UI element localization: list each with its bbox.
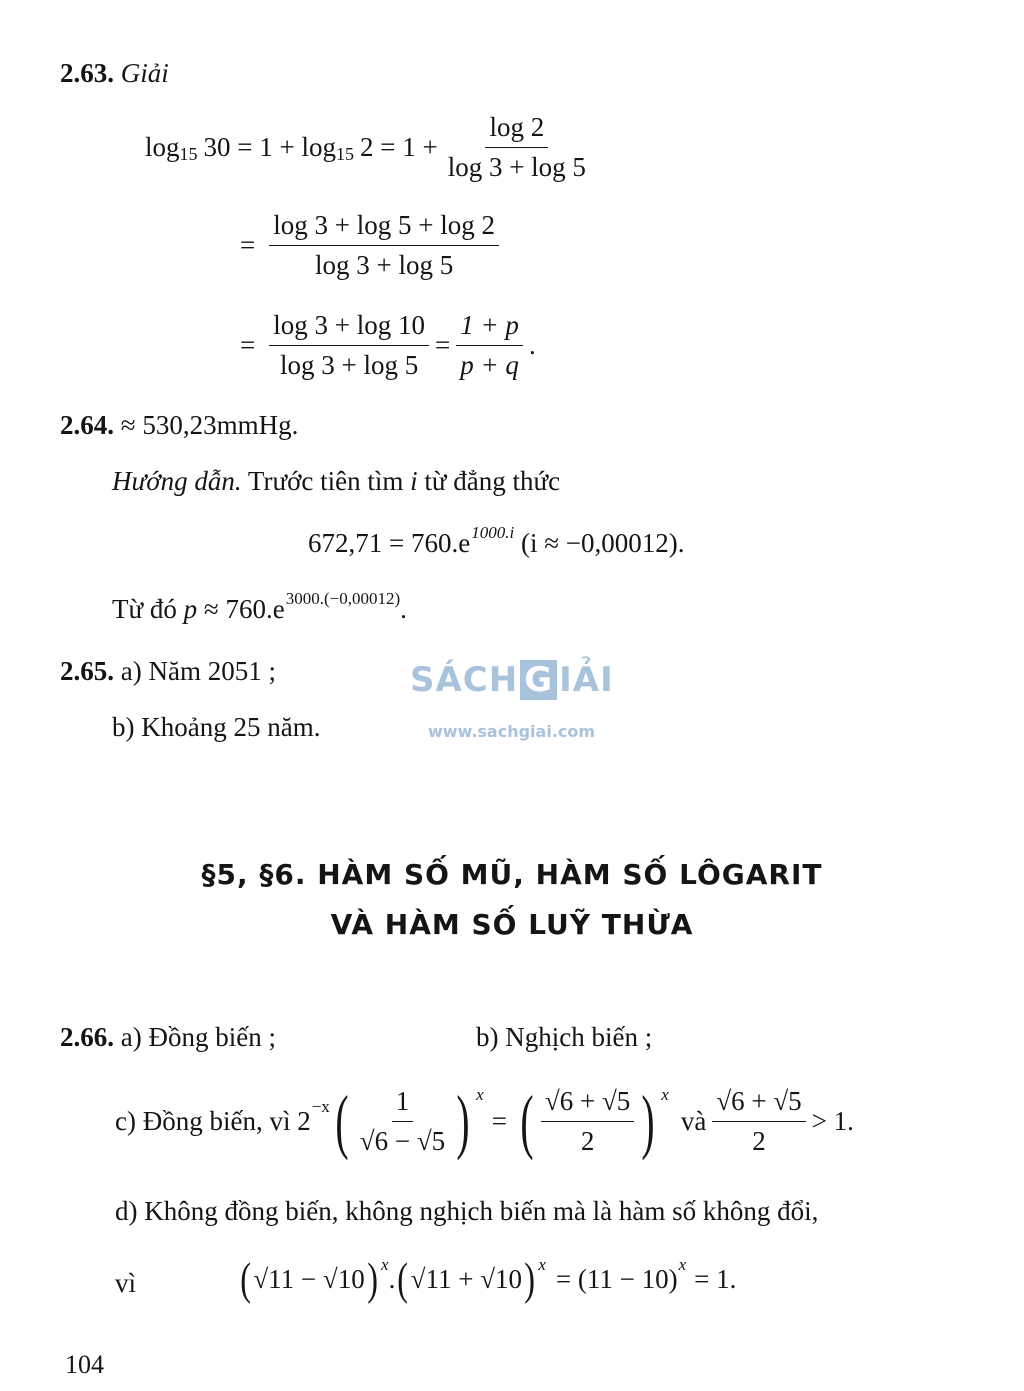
- fraction: $\frac{\log 2}{\log 3 + \log 5}$: [447, 112, 586, 182]
- fraction: $\frac{1}{√6 - √5}$: [359, 1085, 446, 1156]
- equation-line-3: = $\frac{\log 3 + \log 10}{\log 3 + \log 5}$ = $\frac{1 + p}{p + q}$ .: [240, 310, 536, 380]
- hint-title: Hướng dẫn.: [112, 466, 242, 496]
- fraction: $\frac{\log 3 + \log 10}{\log 3 + \log 5}$: [269, 310, 429, 381]
- equation-line-2: = $\frac{\log 3 + \log 5 + \log 2}{\log 3 + \log 5}$: [240, 210, 505, 281]
- problem-2-65-b: b) Khoảng 25 năm.: [112, 712, 321, 742]
- problem-label: 2.64.: [60, 410, 114, 440]
- hint-line: Hướng dẫn. Trước tiên tìm i từ đẳng thức: [112, 466, 561, 496]
- fraction: $\frac{1 + p}{p + q}$: [456, 310, 523, 381]
- solution-title: Giải: [120, 58, 169, 88]
- problem-2-63-header: [60, 58, 169, 89]
- answer-text: ≈ 530,23mmHg.: [120, 410, 299, 440]
- watermark-logo: SÁCH G IẢI: [410, 660, 614, 700]
- equation-exponential: $672,71 = 760.e^{1000.i}$ (i ≈ −0,00012).: [308, 523, 685, 558]
- equation-line-1: log 15 30 = 1 + log 15 2 = 1 + $\frac{\log 2}{\log 3 + \log 5}$: [145, 112, 596, 183]
- fraction: $\frac{√6 + √5}{2}$: [541, 1086, 634, 1157]
- problem-label: 2.66.: [60, 1022, 114, 1052]
- problem-2-66-b: b) Nghịch biến ;: [476, 1022, 653, 1052]
- page-number: 104: [65, 1350, 104, 1379]
- fraction: $\frac{√6 + √5}{2}$: [712, 1086, 805, 1157]
- section-heading-line-1: §5, §6. HÀM SỐ MŨ, HÀM SỐ LÔGARIT: [201, 858, 823, 891]
- problem-2-66-d: d) Không đồng biến, không nghịch biến mà là hàm số không đổi,: [115, 1196, 819, 1226]
- problem-2-66-a: 2.66. a) Đồng biến ;: [60, 1022, 276, 1052]
- problem-2-66-c: c) Đồng biến, vì 2 −x ( $\frac{1}{√6 - √5}$ ) x = ( $\frac{√6 + √5}{2}$ ) x và $\frac{√6 + √5}{2}$ > 1.: [115, 1081, 854, 1161]
- section-heading-line-2: VÀ HÀM SỐ LUỸ THỪA: [330, 908, 694, 941]
- problem-2-66-d-equation: ( √11 − √10 ) x . ( √11 + √10 ) x = (11 − 10) x = 1.: [240, 1253, 737, 1304]
- problem-2-65-a: 2.65. a) Năm 2051 ;: [60, 656, 276, 686]
- problem-label: 2.65.: [60, 656, 114, 686]
- fraction: $\frac{\log 3 + \log 5 + \log 2}{\log 3 + \log 5}$: [269, 210, 499, 281]
- problem-2-64-header: [60, 410, 298, 441]
- watermark-url: www.sachgiai.com: [428, 722, 596, 741]
- problem-label: 2.63.: [60, 58, 114, 88]
- vi-label: vì: [115, 1268, 137, 1298]
- from-line: Từ đó $p \approx 760.e^{3000.(-0,00012)}$.: [112, 589, 407, 624]
